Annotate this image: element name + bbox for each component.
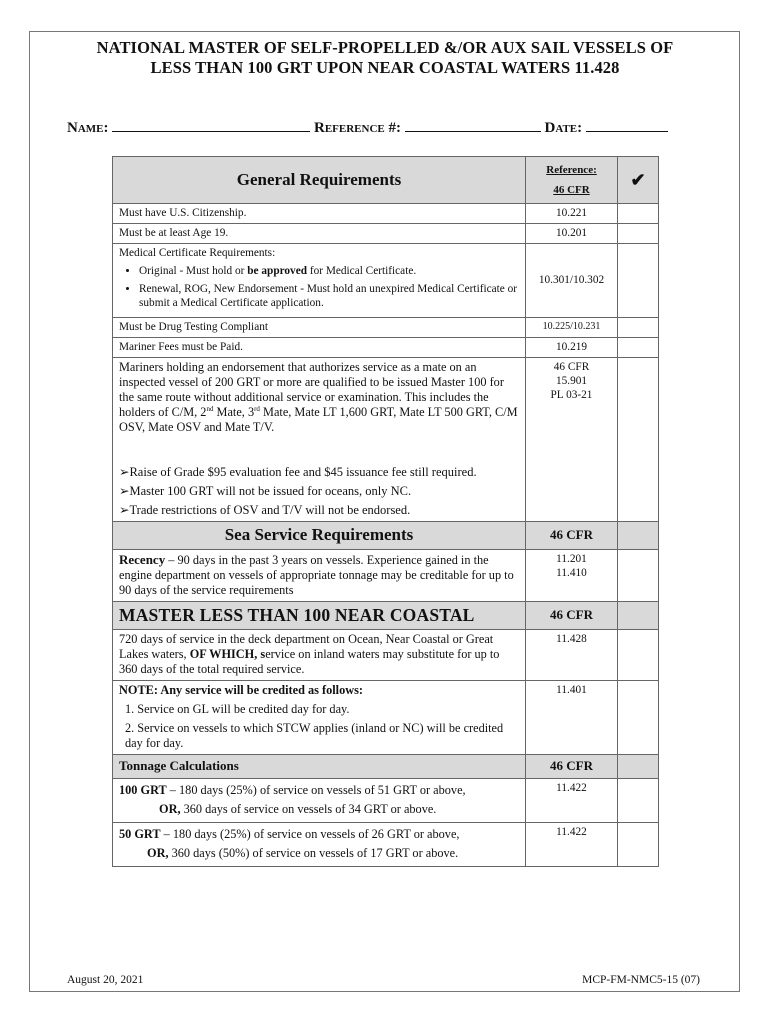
- sea-service-ref: 46 CFR: [526, 522, 618, 550]
- name-label: Name:: [67, 120, 109, 136]
- reference-header: [526, 157, 618, 204]
- header-fields: [67, 118, 707, 137]
- reference-header-cfr: 46 CFR: [553, 183, 590, 196]
- table-row: [113, 224, 659, 244]
- sea-service-title: Sea Service Requirements: [113, 522, 526, 550]
- requirement-checkbox[interactable]: [618, 358, 659, 522]
- requirement-text: Must be Drug Testing Compliant: [113, 318, 526, 338]
- list-item: 2. Service on vessels to which STCW applies (inland or NC) will be credited day for day.: [125, 721, 504, 750]
- requirement-ref: 10.301/10.302: [526, 244, 618, 318]
- sea-service-header: [113, 522, 659, 550]
- table-row: [113, 204, 659, 224]
- requirement-checkbox[interactable]: [618, 779, 659, 823]
- table-row: [113, 681, 659, 755]
- reference-field[interactable]: [405, 118, 541, 132]
- reference-label: Reference #:: [314, 120, 401, 136]
- requirement-checkbox[interactable]: [618, 244, 659, 318]
- table-row: [113, 318, 659, 338]
- tonnage-100-grt: 100 GRT – 180 days (25%) of service on vessels of 51 GRT or above, OR, 360 days of service on vessels of 34 GRT or above.: [113, 779, 526, 823]
- tonnage-title: Tonnage Calculations: [113, 755, 526, 779]
- requirement-text: Must be at least Age 19.: [113, 224, 526, 244]
- check-header-icon: ✔: [618, 157, 659, 204]
- arrow-item: ➢Raise of Grade $95 evaluation fee and $45 issuance fee still required.: [119, 465, 477, 479]
- medical-requirements: [113, 244, 526, 318]
- requirement-checkbox[interactable]: [618, 204, 659, 224]
- requirement-ref: 10.225/10.231: [526, 318, 618, 338]
- list-item: 1. Service on GL will be credited day for day.: [125, 702, 350, 716]
- date-label: Date:: [544, 120, 583, 136]
- list-item: • Renewal, ROG, New Endorsement - Must hold an unexpired Medical Certificate or submit a Medical Certificate application.: [139, 282, 519, 310]
- requirement-checkbox[interactable]: [618, 681, 659, 755]
- table-row: [113, 338, 659, 358]
- footer-form-id: MCP-FM-NMC5-15 (07): [582, 974, 700, 986]
- tonnage-ref: 46 CFR: [526, 755, 618, 779]
- requirement-text: Mariner Fees must be Paid.: [113, 338, 526, 358]
- requirement-checkbox[interactable]: [618, 630, 659, 681]
- recency-requirement: Recency – 90 days in the past 3 years on vessels. Experience gained in the engine department on vessels of appropriate tonnage may be creditable for up to 90 days of the service requirements: [113, 550, 526, 602]
- general-requirements-title: General Requirements: [113, 157, 526, 204]
- reference-header-label: Reference:: [546, 163, 597, 176]
- master-service-text: 720 days of service in the deck department on Ocean, Near Coastal or Great Lakes waters, OF WHICH, service on inland waters may substitute for up to 360 days of the total required service.: [113, 630, 526, 681]
- arrow-item: ➢Master 100 GRT will not be issued for oceans, only NC.: [119, 484, 412, 498]
- master-header: [113, 602, 659, 630]
- requirement-checkbox[interactable]: [618, 823, 659, 867]
- requirement-text: Must have U.S. Citizenship.: [113, 204, 526, 224]
- table-row: [113, 779, 659, 823]
- service-note: [113, 681, 526, 755]
- requirement-ref: 10.219: [526, 338, 618, 358]
- requirement-ref: 10.221: [526, 204, 618, 224]
- date-field[interactable]: [586, 118, 668, 132]
- requirement-checkbox[interactable]: [618, 224, 659, 244]
- table-row: [113, 358, 659, 522]
- requirement-ref: 10.201: [526, 224, 618, 244]
- requirements-table: [112, 156, 659, 867]
- requirement-ref: 11.201 11.410: [526, 550, 618, 602]
- tonnage-50-grt: 50 GRT – 180 days (25%) of service on vessels of 26 GRT or above, OR, 360 days (50%) of service on vessels of 17 GRT or above.: [113, 823, 526, 867]
- title-line-2: LESS THAN 100 GRT UPON NEAR COASTAL WATERS 11.428: [150, 58, 620, 77]
- title-line-1: NATIONAL MASTER OF SELF-PROPELLED &/OR AUX SAIL VESSELS OF: [96, 38, 674, 57]
- mariners-text: Mariners holding an endorsement that authorizes service as a mate on an inspected vessel of 200 GRT or more are qualified to be issued Master 100 for the same route without additional service or examination. This includes the holders of C/M, 2nd Mate, 3rd Mate, Mate LT 1,600 GRT, Mate LT 500 GRT, C/M OSV, Mate OSV and Mate T/V.: [119, 360, 518, 434]
- note-title: NOTE: Any service will be credited as follows:: [119, 683, 363, 697]
- footer-date: August 20, 2021: [67, 974, 144, 986]
- table-row: [113, 244, 659, 318]
- master-ref: 46 CFR: [526, 602, 618, 630]
- requirement-ref: 11.422: [526, 779, 618, 823]
- requirement-checkbox[interactable]: [618, 550, 659, 602]
- document-title: [40, 38, 730, 78]
- requirement-checkbox[interactable]: [618, 318, 659, 338]
- mariners-requirement: [113, 358, 526, 522]
- requirement-ref: 11.422: [526, 823, 618, 867]
- requirement-ref: 46 CFR 15.901 PL 03-21: [526, 358, 618, 522]
- list-item: • Original - Must hold or be approved for Medical Certificate.: [139, 264, 519, 278]
- requirement-ref: 11.401: [526, 681, 618, 755]
- medical-bullets: [119, 264, 519, 310]
- arrow-item: ➢Trade restrictions of OSV and T/V will not be endorsed.: [119, 503, 411, 517]
- table-row: [113, 630, 659, 681]
- table-row: [113, 550, 659, 602]
- medical-intro: Medical Certificate Requirements:: [119, 247, 276, 259]
- master-title: MASTER LESS THAN 100 NEAR COASTAL: [113, 602, 526, 630]
- requirement-checkbox[interactable]: [618, 338, 659, 358]
- requirement-ref: 11.428: [526, 630, 618, 681]
- name-field[interactable]: [112, 118, 310, 132]
- table-row: [113, 823, 659, 867]
- tonnage-header: [113, 755, 659, 779]
- general-requirements-header: [113, 157, 659, 204]
